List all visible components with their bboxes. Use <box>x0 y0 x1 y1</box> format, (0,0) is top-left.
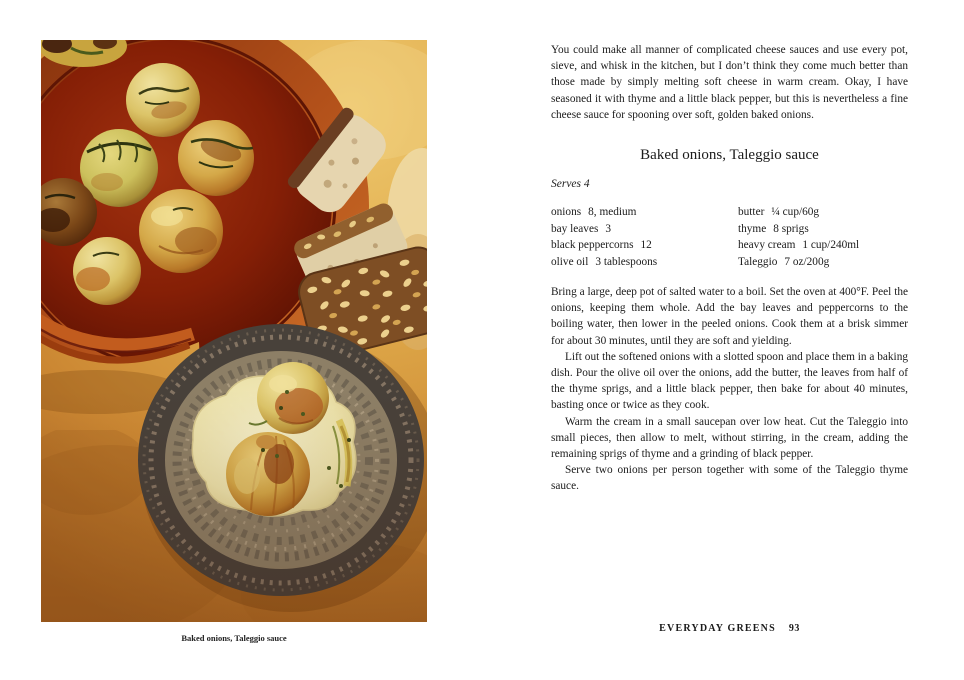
ingredient-row <box>738 254 908 271</box>
ingredient-qty: 12 <box>640 239 652 252</box>
ingredient-qty: 7 oz/200g <box>784 255 830 268</box>
ingredient-name: thyme <box>738 222 767 235</box>
ingredient-qty: 3 tablespoons <box>595 255 658 268</box>
ingredient-row <box>551 254 733 271</box>
page-footer <box>551 623 908 634</box>
ingredient-name: Taleggio <box>738 255 778 268</box>
ingredient-row <box>738 237 908 254</box>
ingredient-qty: 1 cup/240ml <box>802 239 860 252</box>
method-paragraph: Bring a large, deep pot of salted water to a boil. Set the oven at 400°F. Peel the onions, keeping them whole. Add the bay leaves and peppercorns to the boiling water, then lower in the peeled onions. Cook them at a brisk simmer for about 30 minutes, until they are soft and yielding. <box>551 286 908 347</box>
recipe-title: Baked onions, Taleggio sauce <box>640 147 819 163</box>
ingredients-column-right <box>738 204 908 270</box>
footer-page-number: 93 <box>788 623 800 634</box>
ingredient-qty: 8, medium <box>588 206 637 218</box>
ingredient-qty: ¼ cup/60g <box>771 206 820 218</box>
ingredient-name: black peppercorns <box>551 239 634 252</box>
ingredient-name: onions <box>551 206 582 218</box>
ingredient-name: heavy cream <box>738 239 796 252</box>
ingredient-row <box>551 204 733 221</box>
ingredient-qty: 8 sprigs <box>773 222 809 235</box>
ingredient-row <box>551 237 733 254</box>
serves-line: Serves 4 <box>551 178 590 190</box>
recipe-photo <box>41 40 427 622</box>
method-paragraph: Lift out the softened onions with a slotted spoon and place them in a baking dish. Pour the olive oil over the onions, add the butter, the leaves from half of the thyme sprigs, and a little black pepper, then bake for about 40 minutes, basting once or twice as they cook. <box>551 350 908 412</box>
ingredients-column-left <box>551 204 733 270</box>
ingredient-row <box>738 221 908 238</box>
ingredient-qty: 3 <box>605 222 612 235</box>
method-text <box>551 284 908 495</box>
footer-section-label: EVERYDAY GREENS <box>659 623 776 634</box>
ingredient-row <box>551 221 733 238</box>
ingredient-row <box>738 204 908 221</box>
ingredient-name: bay leaves <box>551 222 599 235</box>
method-paragraph: Warm the cream in a small saucepan over low heat. Cut the Taleggio into small pieces, then allow to melt, without stirring, in the cream, adding the remaining sprigs of thyme and a grinding of black pepper. <box>551 415 908 461</box>
ingredient-name: butter <box>738 206 765 218</box>
method-paragraph: Serve two onions per person together with some of the Taleggio thyme sauce. <box>551 464 908 493</box>
ingredient-name: olive oil <box>551 255 589 268</box>
recipe-photo-illustration <box>41 40 427 622</box>
photo-caption: Baked onions, Taleggio sauce <box>181 633 287 643</box>
recipe-intro: You could make all manner of complicated cheese sauces and use every pot, sieve, and whisk in the kitchen, but I don’t think they come much better than those made by simply melting soft cheese in warm cream. Okay, I have seasoned it with thyme and a little black pepper, but this is nevertheless a fine cheese sauce for spooning over soft, golden baked onions. <box>551 44 908 121</box>
